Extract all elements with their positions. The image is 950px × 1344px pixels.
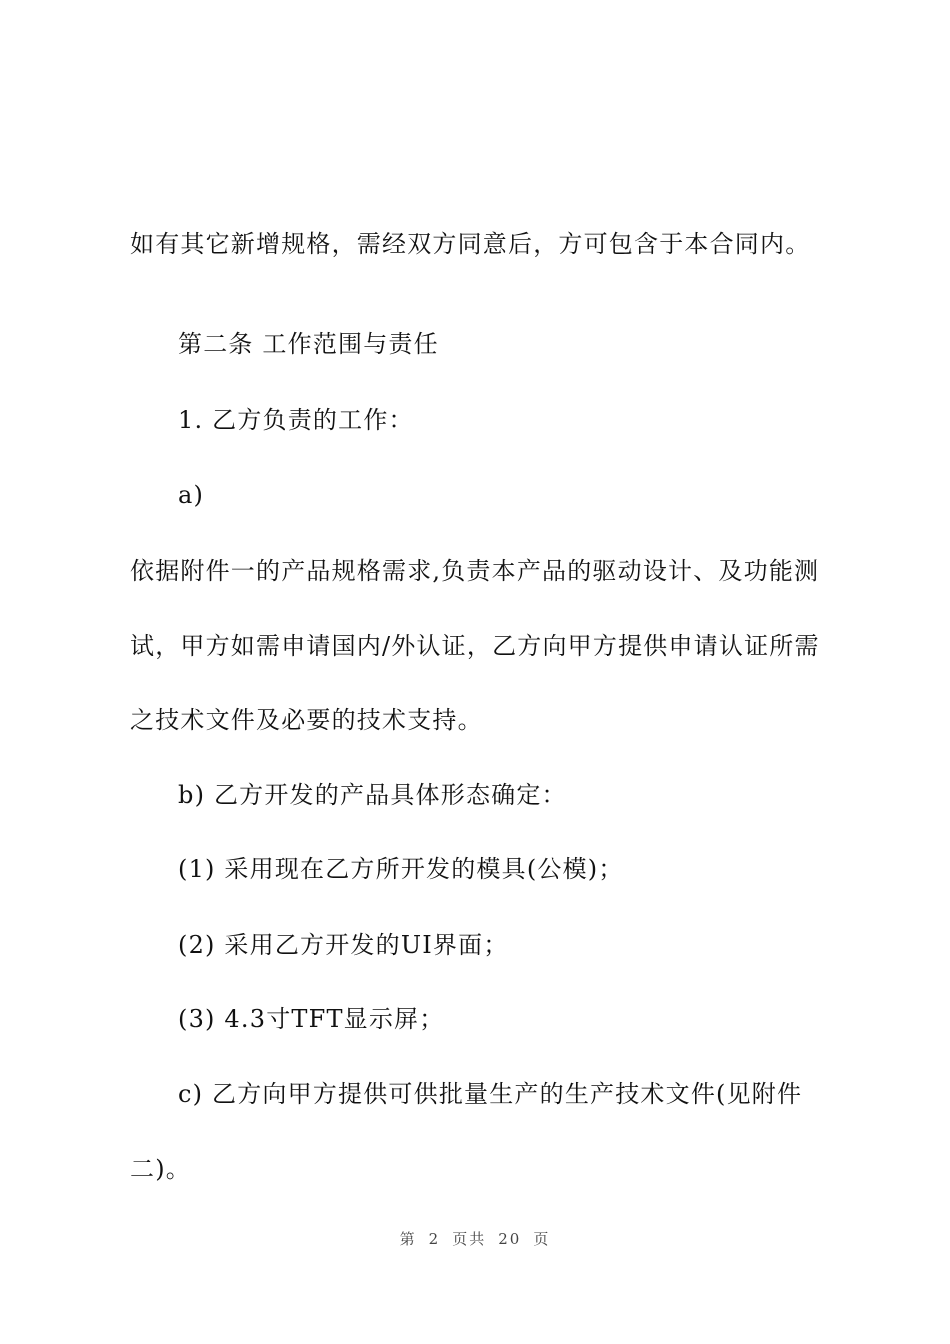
paragraph-line-1: 如有其它新增规格，需经双方同意后，方可包含于本合同内。 [130, 230, 811, 258]
footer-page-number: 2 [428, 1230, 441, 1248]
section-heading: 第二条 工作范围与责任 [178, 330, 439, 358]
list-item-c-continuation: 二)。 [130, 1155, 191, 1183]
paragraph-line-a1: 依据附件一的产品规格需求,负责本产品的驱动设计、及功能测 [130, 557, 820, 585]
paragraph-line-a3: 之技术文件及必要的技术支持。 [130, 706, 483, 734]
page-footer [0, 1228, 950, 1249]
list-item-1: 1. 乙方负责的工作： [178, 406, 414, 434]
list-item-a-marker: a) [178, 481, 205, 509]
list-item-b3: (3) 4.3寸TFT显示屏； [178, 1005, 445, 1033]
paragraph-line-a2: 试，甲方如需申请国内/外认证，乙方向甲方提供申请认证所需 [130, 632, 820, 660]
footer-page-prefix: 第 [399, 1230, 417, 1248]
footer-page-suffix: 页 [533, 1230, 551, 1248]
list-item-b1: (1) 采用现在乙方所开发的模具(公模)； [178, 855, 624, 883]
footer-total-pages: 20 [498, 1230, 522, 1248]
list-item-c: c) 乙方向甲方提供可供批量生产的生产技术文件(见附件 [178, 1080, 803, 1108]
list-item-b: b) 乙方开发的产品具体形态确定： [178, 781, 567, 809]
list-item-b2: (2) 采用乙方开发的UI界面； [178, 931, 509, 959]
footer-page-mid: 页共 [452, 1230, 487, 1248]
